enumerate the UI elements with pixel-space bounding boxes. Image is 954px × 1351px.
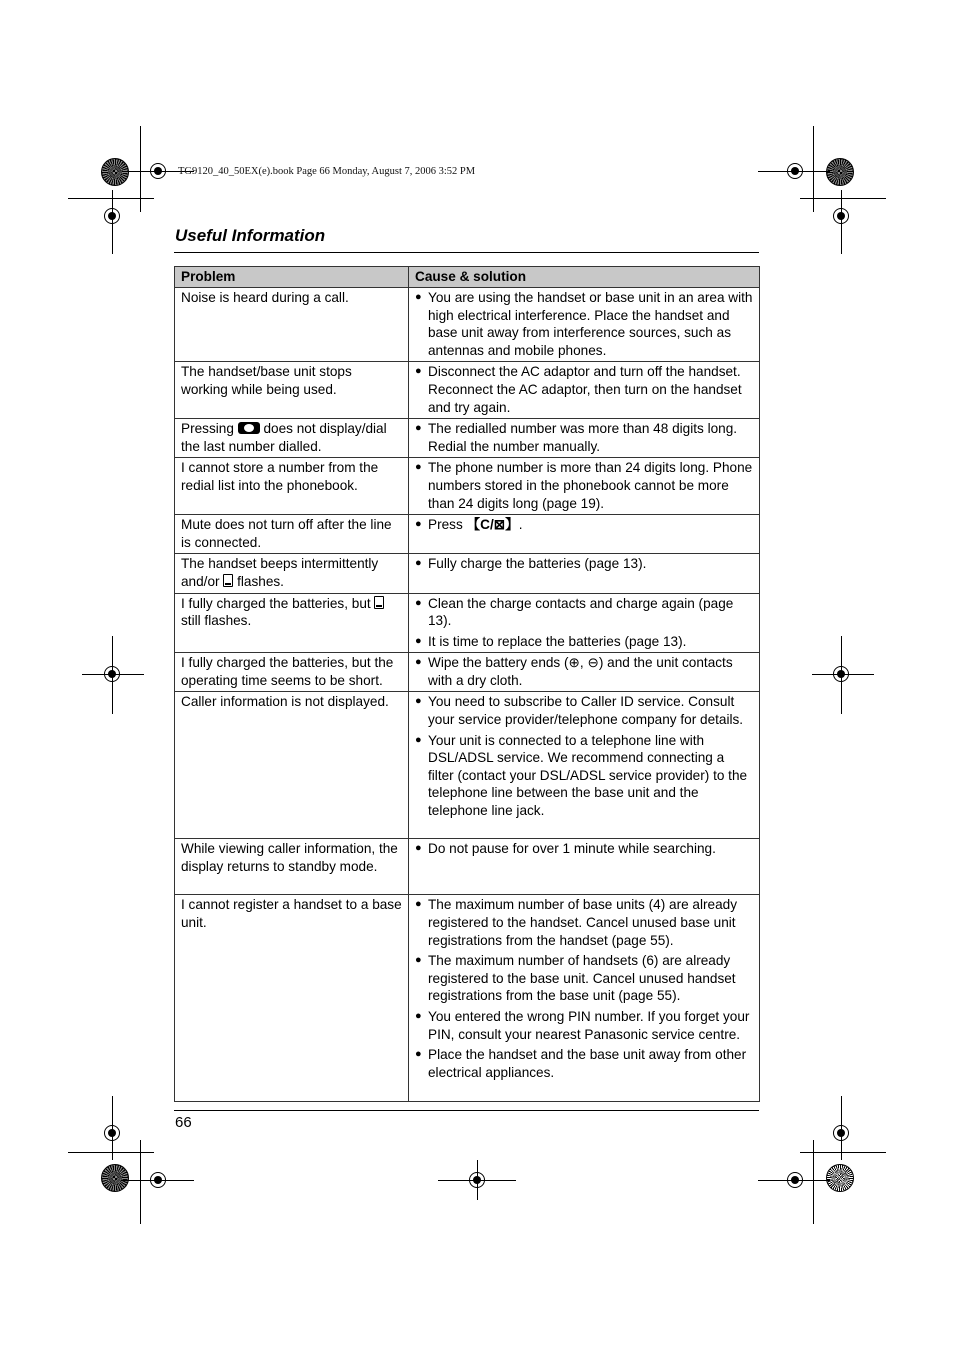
solution-item: ● You need to subscribe to Caller ID service. Consult your service provider/telephone company for details. xyxy=(415,694,744,728)
trim-line xyxy=(477,1160,478,1200)
trim-line xyxy=(112,190,113,254)
solution-cell xyxy=(409,692,760,839)
table-row xyxy=(175,458,760,515)
bullet-icon: ● xyxy=(415,634,422,647)
trim-line xyxy=(758,171,830,172)
trim-line xyxy=(841,1096,842,1160)
problem-cell: I cannot register a handset to a base unit. xyxy=(175,895,409,1102)
table-row xyxy=(175,419,760,458)
header-rule xyxy=(174,252,759,253)
bullet-icon: ● xyxy=(415,898,422,911)
column-header-cause: Cause & solution xyxy=(409,267,760,288)
solution-cell xyxy=(409,362,760,419)
solution-item: ● The maximum number of handsets (6) are already registered to the base unit. Cancel unused handset registrations from the base unit (page 55). xyxy=(415,953,736,1004)
solution-cell xyxy=(409,458,760,515)
table-row xyxy=(175,653,760,692)
page-number: 66 xyxy=(175,1114,192,1131)
problem-cell: I cannot store a number from the redial list into the phonebook. xyxy=(175,458,409,515)
bullet-icon: ● xyxy=(415,954,422,967)
table-row xyxy=(175,895,760,1102)
solution-cell xyxy=(409,839,760,895)
solution-item: ● Do not pause for over 1 minute while searching. xyxy=(415,841,716,857)
bullet-icon: ● xyxy=(415,733,422,746)
trim-line xyxy=(758,1180,830,1181)
bullet-icon: ● xyxy=(415,518,422,531)
problem-cell: While viewing caller information, the display returns to standby mode. xyxy=(175,839,409,895)
trim-line xyxy=(82,674,144,675)
bullet-icon: ● xyxy=(415,1010,422,1023)
print-header: TG9120_40_50EX(e).book Page 66 Monday, August 7, 2006 3:52 PM xyxy=(178,166,476,177)
trim-line xyxy=(68,198,154,199)
bullet-icon: ● xyxy=(415,557,422,570)
bullet-icon: ● xyxy=(415,695,422,708)
solution-cell xyxy=(409,419,760,458)
solution-item: ● The phone number is more than 24 digits long. Phone numbers stored in the phonebook cannot be more than 24 digits long (page 19). xyxy=(415,460,753,511)
table-header-row xyxy=(175,267,760,288)
battery-icon xyxy=(223,574,233,587)
solution-item: ● The maximum number of base units (4) are already registered to the handset. Cancel unused base unit registrations from the handset (page 55). xyxy=(415,897,738,948)
trim-line xyxy=(122,1180,194,1181)
solution-cell xyxy=(409,895,760,1102)
table-row xyxy=(175,554,760,593)
table-row xyxy=(175,515,760,554)
solution-item: ● You entered the wrong PIN number. If you forget your PIN, consult your nearest Panasonic service centre. xyxy=(415,1009,750,1042)
registration-disc-top-right xyxy=(826,158,854,186)
bullet-icon: ● xyxy=(415,422,422,435)
solution-item: ● Your unit is connected to a telephone line with DSL/ADSL service. We recommend connecting a filter (contact your DSL/ADSL service provider) to the telephone line between the base unit and the telephone line jack. xyxy=(415,732,748,819)
section-title: Useful Information xyxy=(175,226,326,245)
solution-item: ● Place the handset and the base unit away from other electrical appliances. xyxy=(415,1047,747,1080)
solution-item: ● You are using the handset or base unit in an area with high electrical interference. Place the handset and base unit away from interference sources, such as antennas and mobile phones. xyxy=(415,290,753,358)
trim-line xyxy=(112,636,113,714)
solution-cell xyxy=(409,554,760,593)
bullet-icon: ● xyxy=(415,291,422,303)
solution-item: ● Disconnect the AC adaptor and turn off the handset. Reconnect the AC adaptor, then turn on the handset and try again. xyxy=(415,364,742,415)
table-row xyxy=(175,839,760,895)
problem-cell: Pressing does not display/dial the last number dialled. xyxy=(175,419,409,458)
solution-cell xyxy=(409,653,760,692)
registration-disc-bottom-left xyxy=(101,1164,129,1192)
solution-item: ● Press 【C/⊠】. xyxy=(415,517,523,533)
talk-key-icon xyxy=(238,422,260,434)
bullet-icon: ● xyxy=(415,656,422,669)
problem-cell: Mute does not turn off after the line is connected. xyxy=(175,515,409,554)
trim-line xyxy=(813,126,814,212)
table-row xyxy=(175,692,760,839)
troubleshooting-table xyxy=(174,266,760,1102)
solution-item: ● Fully charge the batteries (page 13). xyxy=(415,556,647,572)
problem-cell: I fully charged the batteries, but still flashes. xyxy=(175,593,409,653)
solution-cell xyxy=(409,515,760,554)
solution-item: ● The redialled number was more than 48 digits long. Redial the number manually. xyxy=(415,421,738,454)
bullet-icon: ● xyxy=(415,596,422,609)
trim-line xyxy=(841,636,842,714)
cancel-key-label: 【C/⊠】 xyxy=(466,517,519,533)
bullet-icon: ● xyxy=(415,1048,422,1061)
bullet-icon: ● xyxy=(415,461,422,474)
trim-line xyxy=(140,1140,141,1224)
trim-line xyxy=(140,126,141,212)
table-row xyxy=(175,288,760,362)
problem-cell: Noise is heard during a call. xyxy=(175,288,409,362)
problem-cell: The handset beeps intermittently and/or flashes. xyxy=(175,554,409,593)
trim-line xyxy=(112,1096,113,1160)
solution-item: ● It is time to replace the batteries (page 13). xyxy=(415,633,687,649)
bullet-icon: ● xyxy=(415,842,422,855)
table-row xyxy=(175,593,760,653)
solution-cell xyxy=(409,593,760,653)
solution-item: ● Wipe the battery ends (⊕, ⊖) and the unit contacts with a dry cloth. xyxy=(415,655,733,688)
trim-line xyxy=(812,674,874,675)
table-row xyxy=(175,362,760,419)
trim-line xyxy=(841,190,842,254)
problem-cell: The handset/base unit stops working while being used. xyxy=(175,362,409,419)
trim-line xyxy=(68,1152,154,1153)
trim-line xyxy=(813,1140,814,1224)
solution-item: ● Clean the charge contacts and charge again (page 13). xyxy=(415,595,734,629)
solution-cell xyxy=(409,288,760,362)
problem-cell: Caller information is not displayed. xyxy=(175,692,409,839)
bullet-icon: ● xyxy=(415,365,422,378)
registration-disc-bottom-right xyxy=(826,1164,854,1192)
battery-icon xyxy=(374,596,384,609)
footer-rule xyxy=(174,1110,759,1111)
column-header-problem: Problem xyxy=(175,267,409,288)
registration-disc-top-left xyxy=(101,158,129,186)
problem-cell: I fully charged the batteries, but the operating time seems to be short. xyxy=(175,653,409,692)
